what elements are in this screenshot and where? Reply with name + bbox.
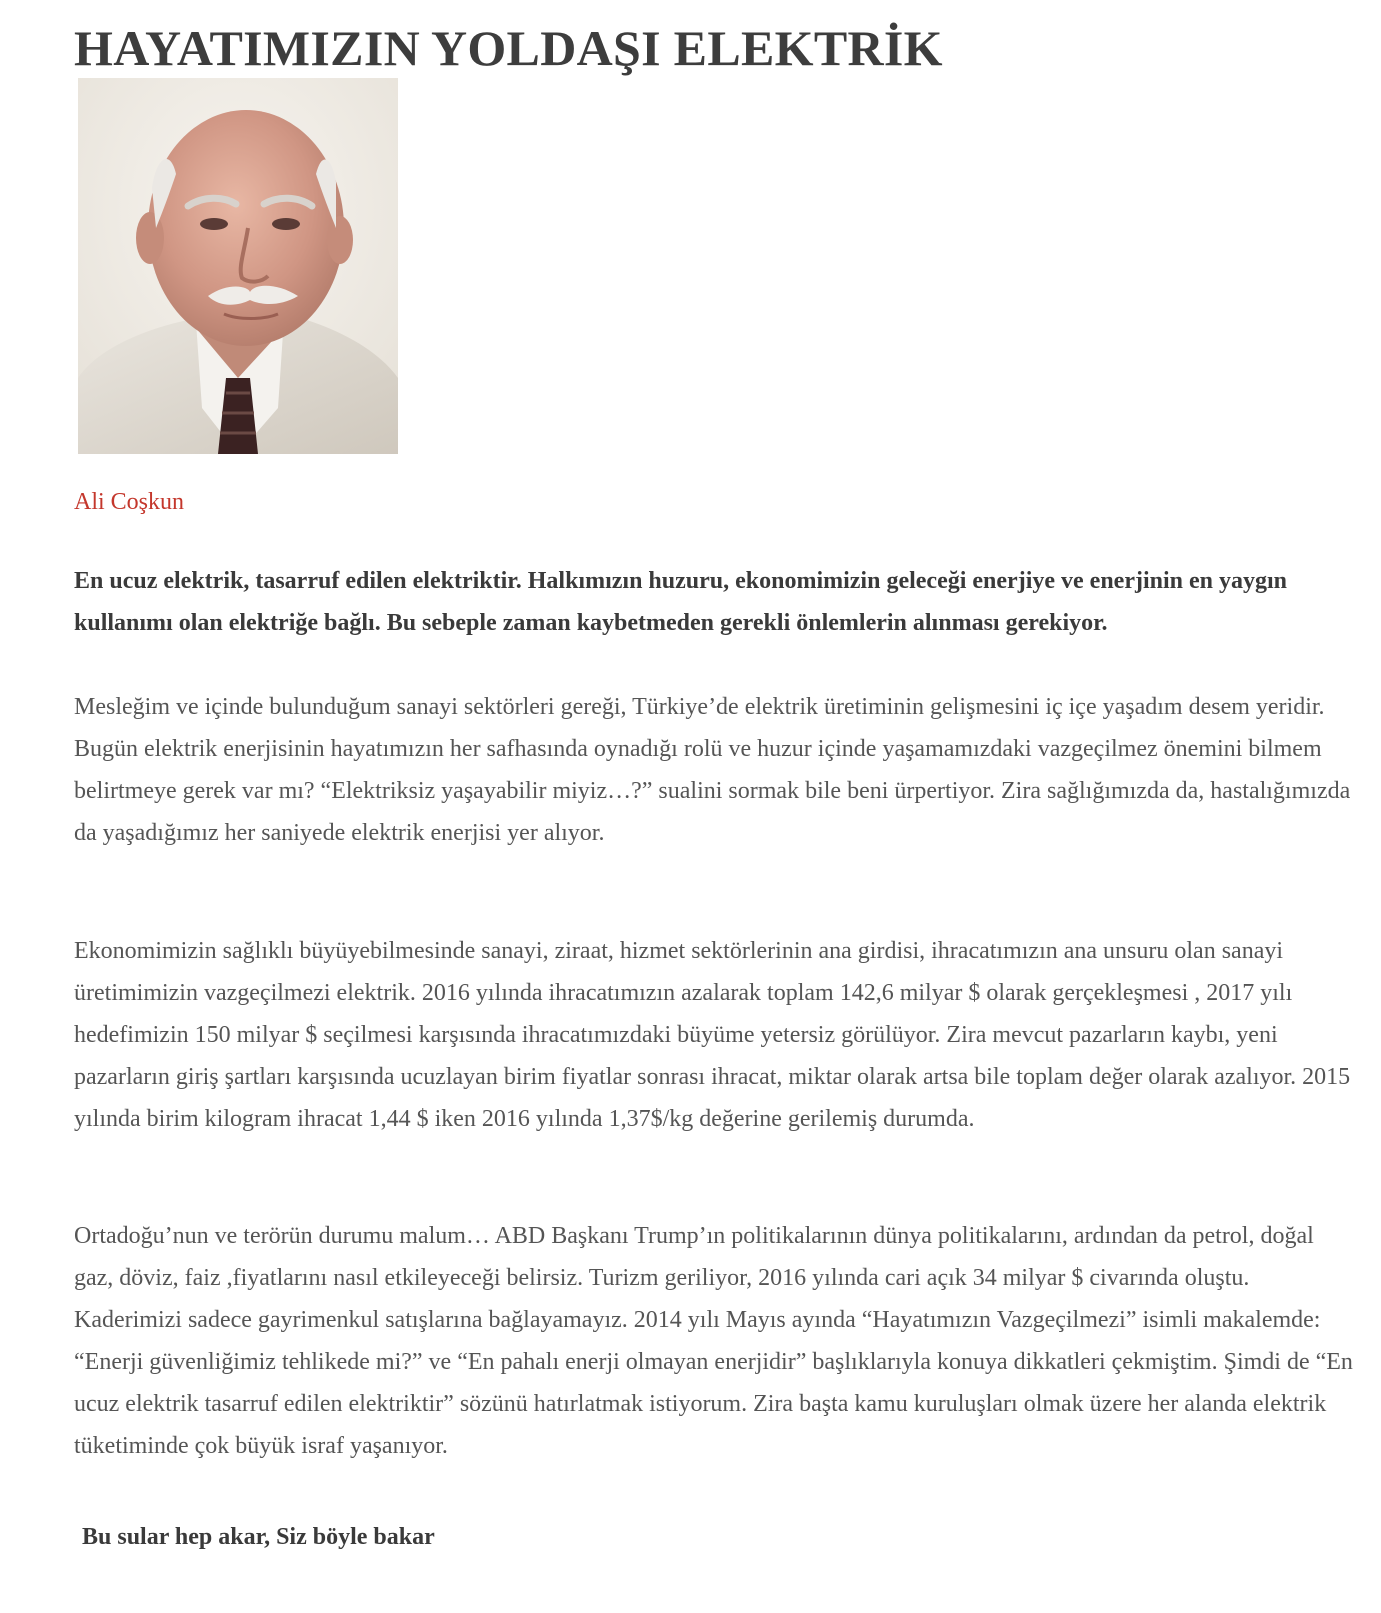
article-lead: En ucuz elektrik, tasarruf edilen elektriktir. Halkımızın huzuru, ekonomimizin geleceği enerjiye ve enerjinin en yaygın kullanımı olan elektriğe bağlı. Bu sebeple zaman kaybetmeden gerekli önlemlerin alınması gerekiyor. (74, 568, 1288, 636)
author-name: Ali Coşkun (74, 489, 185, 515)
article-subheading: Bu sular hep akar, Siz böyle bakar (82, 1524, 435, 1550)
author-portrait-image (78, 78, 398, 454)
article-paragraph: Mesleğim ve içinde bulunduğum sanayi sektörleri gereği, Türkiye’de elektrik üretiminin gelişmesini iç içe yaşadım desem yeridir. Bugün elektrik enerjisinin hayatımızın her safhasında oynadığı rolü ve huzur içinde yaşamamızdaki vazgeçilmez önemini bilmem belirtmeye gerek var mı? “Elektriksiz yaşayabilir miyiz…?” sualini sormak bile beni ürpertiyor. Zira sağlığımızda da, hastalığımızda da yaşadığımız her saniyede elektrik enerjisi yer alıyor. (74, 694, 1351, 846)
author-photo (78, 78, 398, 454)
article-paragraph: Ortadoğu’nun ve terörün durumu malum… ABD Başkanı Trump’ın politikalarının dünya politikalarını, ardından da petrol, doğal gaz, döviz, faiz ,fiyatlarını nasıl etkileyeceği belirsiz. Turizm geriliyor, 2016 yılında cari açık 34 milyar $ civarında oluştu. Kaderimizi sadece gayrimenkul satışlarına bağlayamayız. 2014 yılı Mayıs ayında “Hayatımızın Vazgeçilmezi” isimli makalemde: “Enerji güvenliğimiz tehlikede mi?” ve “En pahalı enerji olmayan enerjidir” başlıklarıyla konuya dikkatleri çekmiştim. Şimdi de “En ucuz elektrik tasarruf edilen elektriktir” sözünü hatırlatmak istiyorum. Zira başta kamu kuruluşları olmak üzere her alanda elektrik tüketiminde çok büyük israf yaşanıyor. (74, 1223, 1353, 1459)
article-title: HAYATIMIZIN YOLDAŞI ELEKTRİK (74, 20, 943, 76)
article-paragraph: Ekonomimizin sağlıklı büyüyebilmesinde sanayi, ziraat, hizmet sektörlerinin ana girdisi, ihracatımızın ana unsuru olan sanayi üretimimizin vazgeçilmezi elektrik. 2016 yılında ihracatımızın azalarak toplam 142,6 milyar $ olarak gerçekleşmesi , 2017 yılı hedefimizin 150 milyar $ seçilmesi karşısında ihracatımızdaki büyüme yetersiz görülüyor. Zira mevcut pazarların kaybı, yeni pazarların giriş şartları karşısında ucuzlayan birim fiyatlar sonrası ihracat, miktar olarak artsa bile toplam değer olarak azalıyor. 2015 yılında birim kilogram ihracat 1,44 $ iken 2016 yılında 1,37$/kg değerine gerilemiş durumda. (74, 938, 1351, 1132)
